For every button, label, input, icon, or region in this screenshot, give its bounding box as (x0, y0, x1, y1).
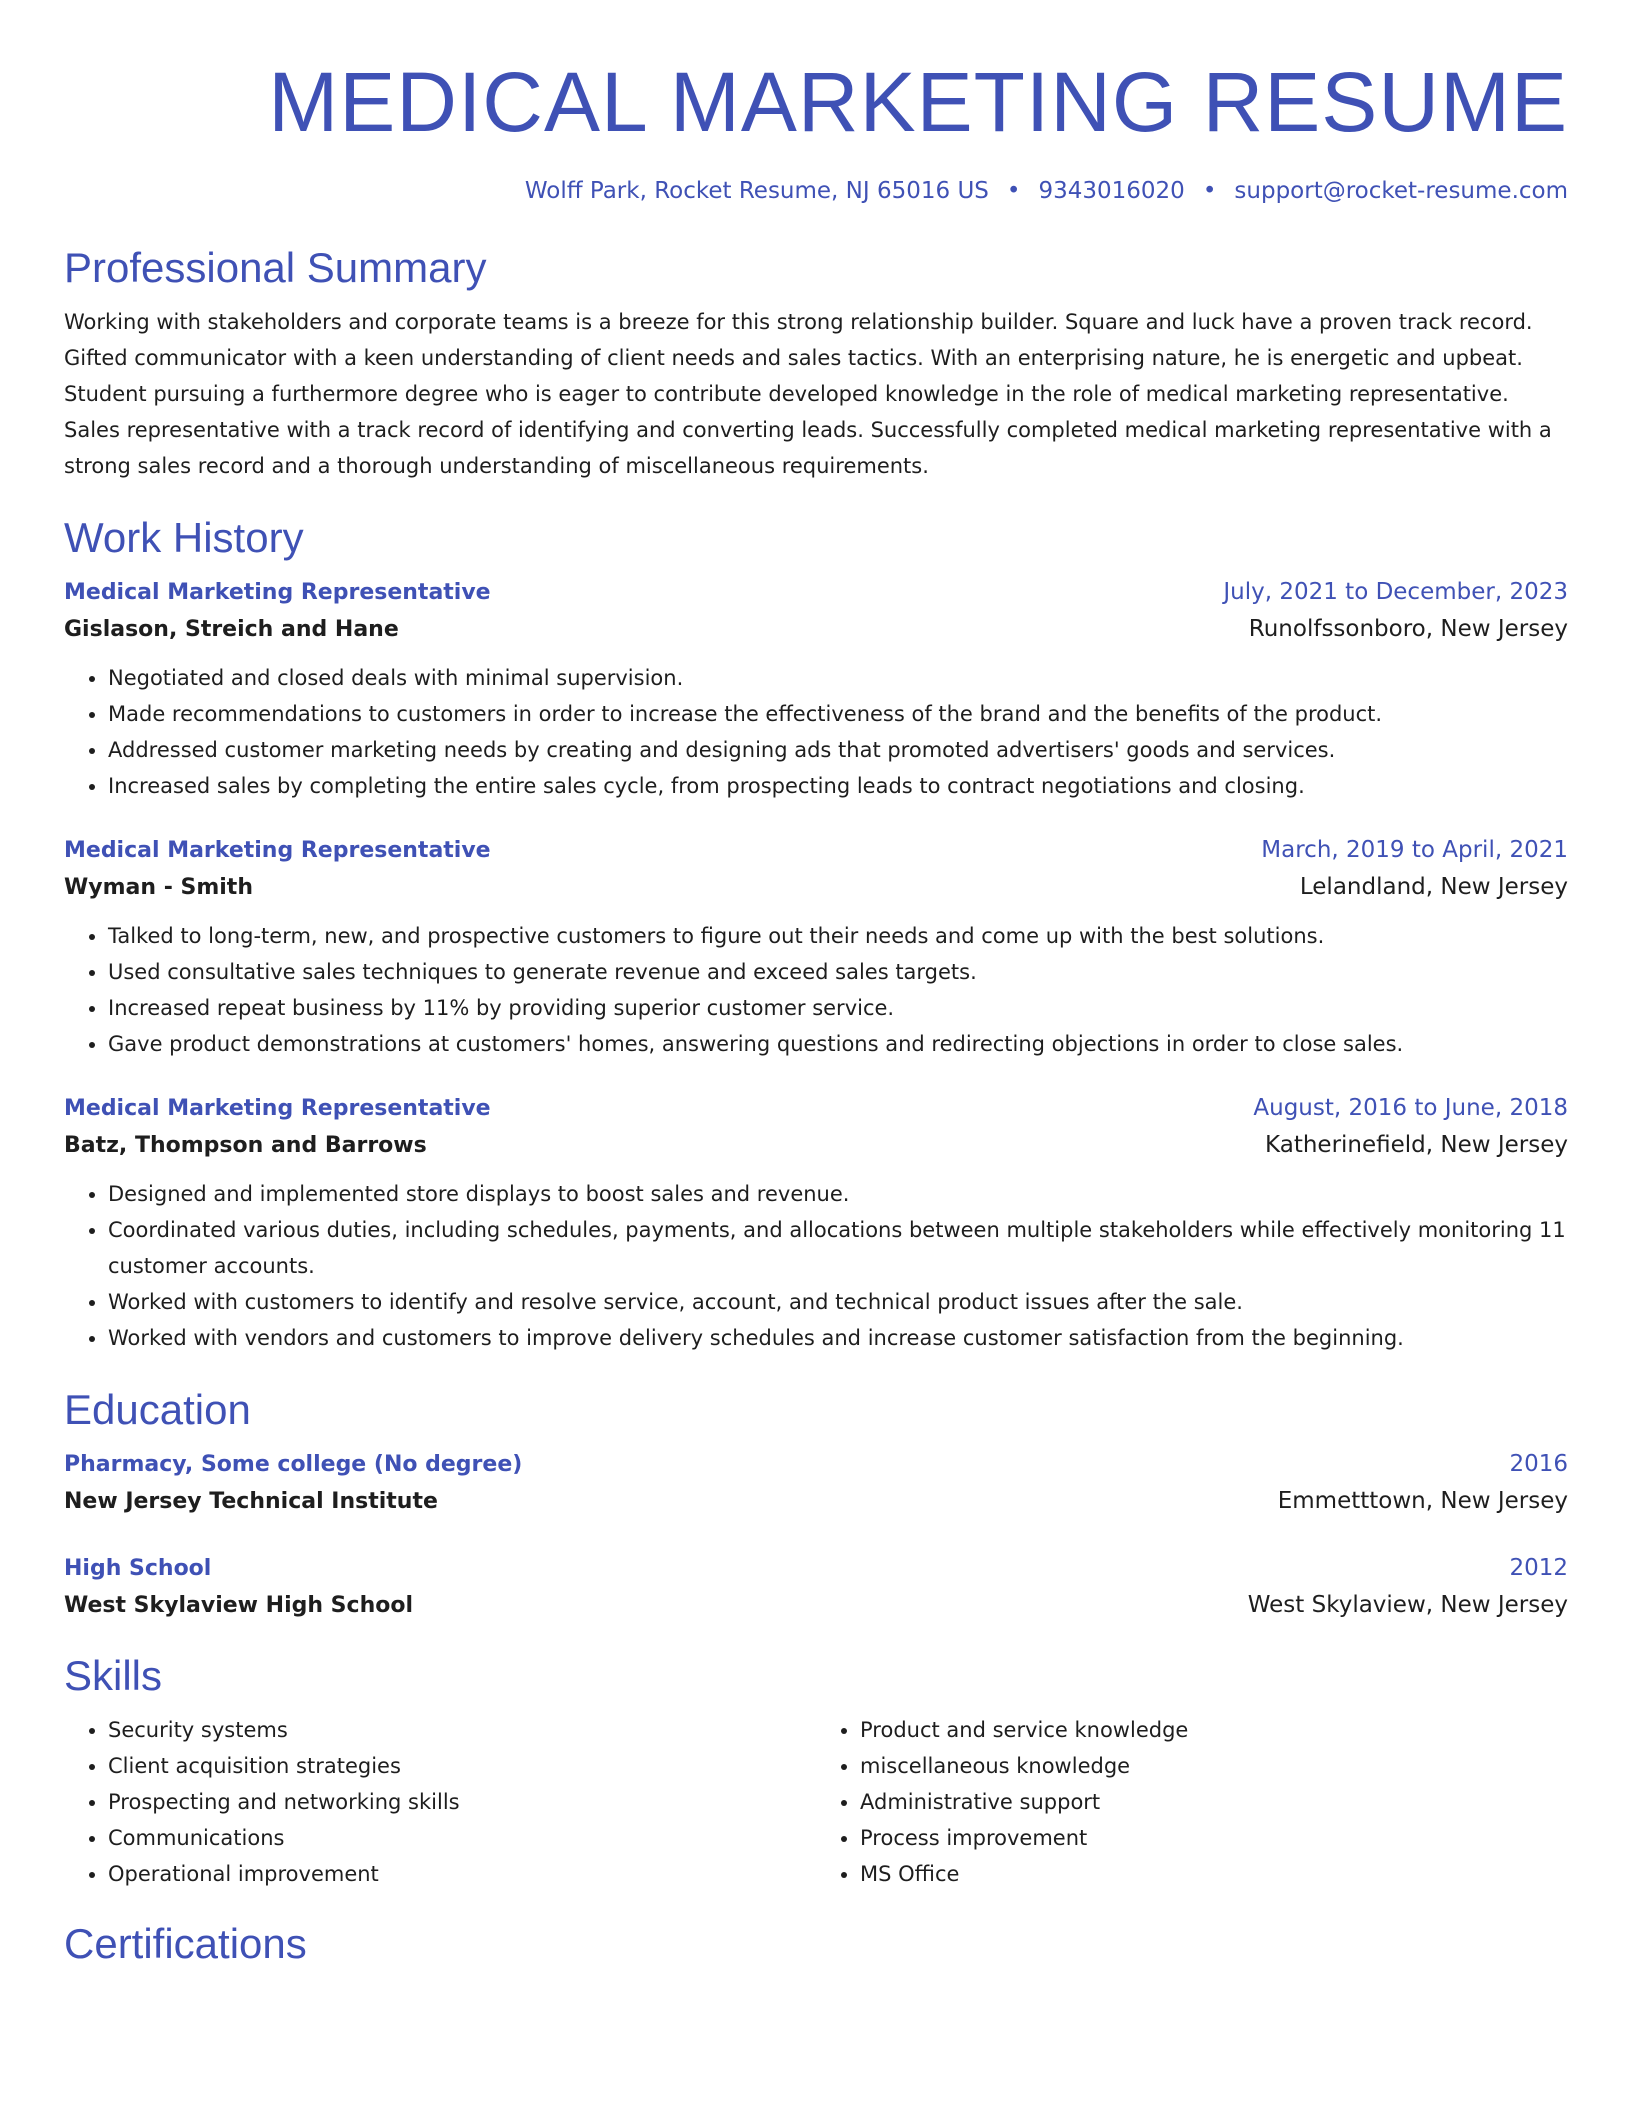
list-item: • Addressed customer marketing needs by creating and designing ads that promoted advertisers' goods and services. (108, 732, 1568, 768)
job-entry (64, 576, 1568, 804)
skill-item: • Security systems (108, 1712, 816, 1748)
list-item: • Coordinated various duties, including schedules, payments, and allocations between multiple stakeholders while effectively monitoring 11 customer accounts. (108, 1212, 1568, 1284)
skill-item: • Administrative support (860, 1784, 1568, 1820)
skills-heading: Skills (64, 1652, 163, 1699)
job-bullets (64, 660, 1568, 804)
job-dates: August, 2016 to June, 2018 (1253, 1095, 1568, 1121)
list-item: • Worked with customers to identify and resolve service, account, and technical product issues after the sale. (108, 1284, 1568, 1320)
job-title: Medical Marketing Representative (64, 838, 491, 863)
job-title: Medical Marketing Representative (64, 1096, 491, 1121)
summary-section (64, 242, 1568, 484)
job-bullets (64, 1176, 1568, 1356)
employer-name: Batz, Thompson and Barrows (64, 1133, 427, 1158)
skill-item: • Communications (108, 1820, 816, 1856)
job-bullets (64, 918, 1568, 1062)
list-item: • Talked to long-term, new, and prospective customers to figure out their needs and come up with the best solutions. (108, 918, 1568, 954)
skills-list-right (816, 1712, 1568, 1892)
summary-heading: Professional Summary (64, 244, 487, 291)
contact-separator: • (1006, 178, 1021, 204)
education-section (64, 1384, 1568, 1626)
school-name: New Jersey Technical Institute (64, 1489, 438, 1514)
school-location: West Skylaview, New Jersey (1247, 1592, 1568, 1618)
education-heading: Education (64, 1386, 251, 1433)
list-item: • Designed and implemented store displays to boost sales and revenue. (108, 1176, 1568, 1212)
skill-item: • Operational improvement (108, 1856, 816, 1892)
skills-list-left (64, 1712, 816, 1892)
job-location: Lelandland, New Jersey (1299, 874, 1568, 900)
work-history-section (64, 512, 1568, 1356)
list-item: • Gave product demonstrations at customers' homes, answering questions and redirecting objections in order to close sales. (108, 1026, 1568, 1062)
list-item: • Increased sales by completing the entire sales cycle, from prospecting leads to contract negotiations and closing. (108, 768, 1568, 804)
list-item: • Negotiated and closed deals with minimal supervision. (108, 660, 1568, 696)
employer-name: Gislason, Streich and Hane (64, 617, 399, 642)
list-item: • Worked with vendors and customers to improve delivery schedules and increase customer satisfaction from the beginning. (108, 1320, 1568, 1356)
list-item: • Made recommendations to customers in order to increase the effectiveness of the brand and the benefits of the product. (108, 696, 1568, 732)
resume-title: MEDICAL MARKETING RESUME (268, 55, 1568, 149)
skills-columns (64, 1712, 1568, 1892)
employer-name: Wyman - Smith (64, 875, 253, 900)
job-entry (64, 834, 1568, 1062)
job-location: Katherinefield, New Jersey (1265, 1132, 1568, 1158)
education-entry (64, 1448, 1568, 1522)
degree-title: Pharmacy, Some college (No degree) (64, 1452, 523, 1477)
education-year: 2016 (1509, 1451, 1568, 1477)
job-location: Runolfssonboro, New Jersey (1248, 616, 1568, 642)
skills-section (64, 1650, 1568, 1892)
work-history-heading: Work History (64, 514, 304, 561)
resume-page (64, 0, 1568, 1970)
certifications-section (64, 1918, 1568, 1970)
job-dates: July, 2021 to December, 2023 (1223, 579, 1568, 605)
job-title: Medical Marketing Representative (64, 580, 491, 605)
skill-item: • MS Office (860, 1856, 1568, 1892)
contact-phone: 9343016020 (1038, 178, 1185, 204)
certifications-heading: Certifications (64, 1920, 307, 1967)
school-location: Emmetttown, New Jersey (1277, 1488, 1568, 1514)
list-item: • Used consultative sales techniques to generate revenue and exceed sales targets. (108, 954, 1568, 990)
contact-separator: • (1202, 178, 1217, 204)
list-item: • Increased repeat business by 11% by providing superior customer service. (108, 990, 1568, 1026)
contact-line (64, 176, 1568, 206)
skill-item: • miscellaneous knowledge (860, 1748, 1568, 1784)
skill-item: • Prospecting and networking skills (108, 1784, 816, 1820)
education-entry (64, 1552, 1568, 1626)
degree-title: High School (64, 1556, 212, 1581)
contact-address: Wolff Park, Rocket Resume, NJ 65016 US (524, 178, 989, 204)
skill-item: • Client acquisition strategies (108, 1748, 816, 1784)
job-dates: March, 2019 to April, 2021 (1261, 837, 1568, 863)
contact-email[interactable]: support@rocket-resume.com (1234, 178, 1568, 204)
education-year: 2012 (1509, 1555, 1568, 1581)
skill-item: • Process improvement (860, 1820, 1568, 1856)
skill-item: • Product and service knowledge (860, 1712, 1568, 1748)
job-entry (64, 1092, 1568, 1356)
summary-text: Working with stakeholders and corporate teams is a breeze for this strong relationship builder. Square and luck have a proven track record. Gifted communicator with a keen understanding of client needs and sales tactics. With an enterprising nature, he is energetic and upbeat. Student pursuing a furthermore degree who is eager to contribute developed knowledge in the role of medical marketing representative. Sales representative with a track record of identifying and converting leads. Successfully completed medical marketing representative with a strong sales record and a thorough understanding of miscellaneous requirements. (64, 310, 1552, 478)
school-name: West Skylaview High School (64, 1593, 414, 1618)
